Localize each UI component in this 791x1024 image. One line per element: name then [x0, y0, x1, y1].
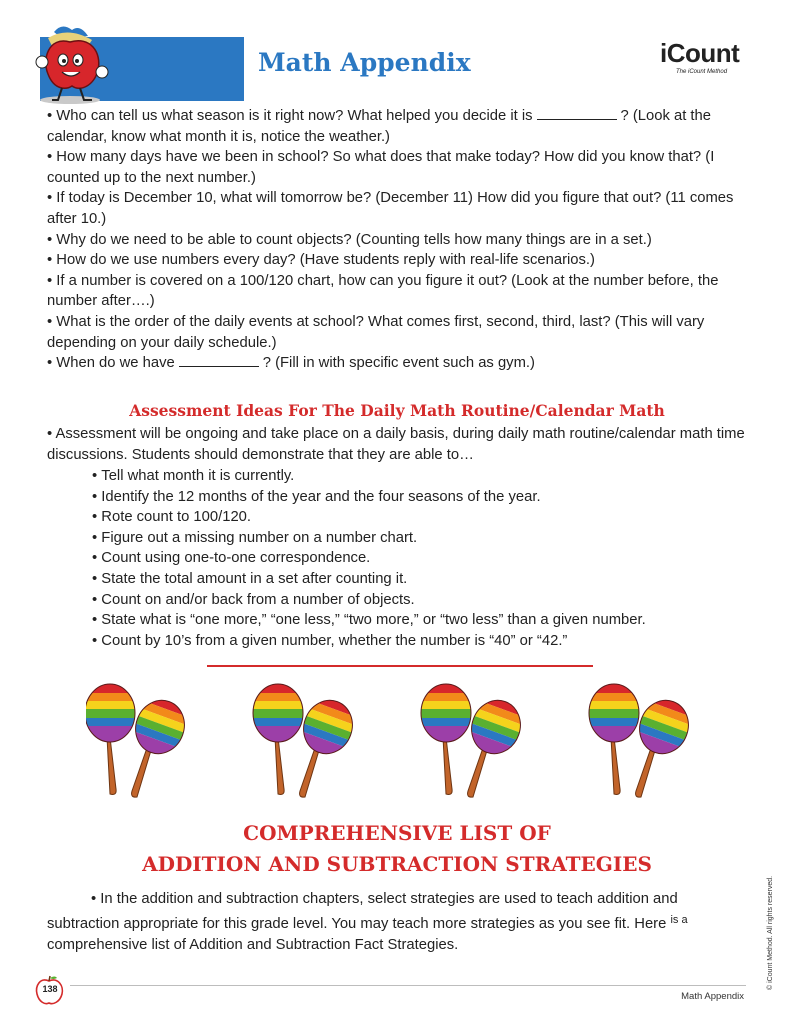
list-item: • Figure out a missing number on a number chart.	[92, 528, 732, 549]
divider-rule	[207, 665, 593, 667]
list-item: • State the total amount in a set after counting it.	[92, 569, 732, 590]
question-item: • If a number is covered on a 100/120 chart, how can you figure it out? (Look at the number before, the number after….)	[47, 272, 719, 310]
question-item: • When do we have ? (Fill in with specific event such as gym.)	[47, 355, 535, 372]
maracas-illustration	[86, 683, 706, 808]
question-item: • Who can tell us what season is it right now? What helped you decide it is ? (Look at the calendar, know what month it is, notice the weather.)	[47, 108, 712, 145]
footer-rule	[70, 985, 746, 986]
list-item: • Count by 10’s from a given number, whether the number is “40” or “42.”	[92, 631, 732, 652]
question-list	[47, 106, 747, 374]
strategies-title: COMPREHENSIVE LIST OF ADDITION AND SUBTRACTION STRATEGIES	[142, 821, 652, 876]
fill-blank	[179, 354, 259, 367]
question-item: • Why do we need to be able to count objects? (Counting tells how many things are in a set.)	[47, 231, 652, 248]
list-item: • Count on and/or back from a number of objects.	[92, 590, 732, 611]
icount-logo	[648, 38, 752, 82]
list-item: • Count using one-to-one correspondence.	[92, 548, 732, 569]
list-item: • Rote count to 100/120.	[92, 507, 732, 528]
assessment-title: Assessment Ideas For The Daily Math Routine/Calendar Math	[129, 401, 665, 420]
question-item: • What is the order of the daily events at school? What comes first, second, third, last? (This will vary depending on your daily schedule.)	[47, 313, 705, 351]
question-item: • How many days have we been in school? So what does that make today? How did you know that? (I counted up to the next number.)	[47, 149, 715, 186]
assessment-intro: • Assessment will be ongoing and take place on a daily basis, during daily math routine/calendar math time discussions. Students should demonstrate that they are able to…	[47, 426, 745, 463]
page-number: 138	[42, 984, 58, 994]
copyright-notice: © iCount Method. All rights reserved.	[767, 875, 774, 990]
question-item: • If today is December 10, what will tomorrow be? (December 11) How did you figure that out? (11 comes after 10.)	[47, 190, 734, 227]
list-item: • State what is “one more,” “one less,” “two more,” or “two less” than a given number.	[92, 610, 732, 631]
page-title: Math Appendix	[258, 48, 471, 77]
question-item: • How do we use numbers every day? (Have students reply with real-life scenarios.)	[47, 252, 595, 269]
footer-label: Math Appendix	[681, 991, 744, 1002]
list-item: • Tell what month it is currently.	[92, 466, 732, 487]
logo-tagline: The iCount Method	[676, 69, 728, 75]
assessment-list	[92, 466, 732, 651]
list-item: • Identify the 12 months of the year and the four seasons of the year.	[92, 487, 732, 508]
logo-text: iCount	[660, 38, 740, 68]
strategies-paragraph: • In the addition and subtraction chapters, select strategies are used to teach addition and subtraction appropriate for this grade level. You may teach more strategies as you see fit. Here $^{is a}$ comprehensive list of Addition and Subtraction Fact Strategies.	[47, 891, 688, 953]
fill-blank	[537, 107, 617, 120]
apple-mascot-icon	[18, 20, 123, 106]
